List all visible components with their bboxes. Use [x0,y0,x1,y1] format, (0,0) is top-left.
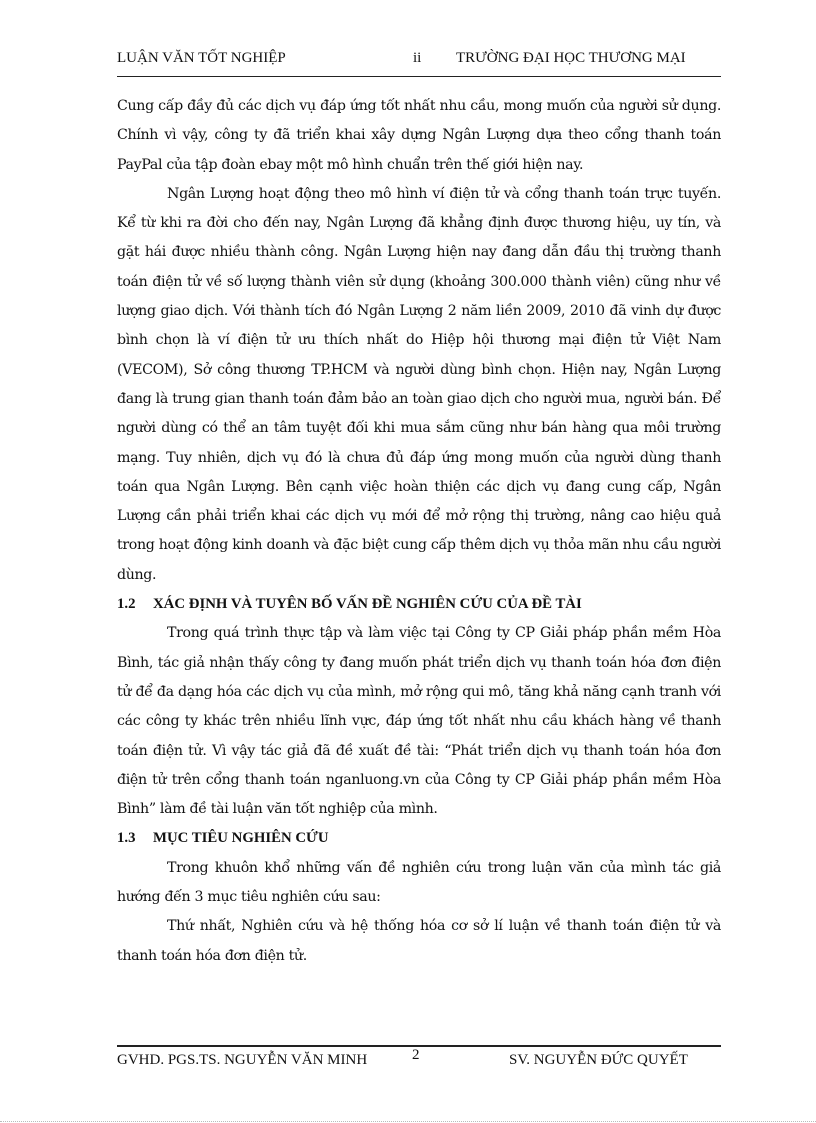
section-title: XÁC ĐỊNH VÀ TUYÊN BỐ VẤN ĐỀ NGHIÊN CỨU CỦA ĐỀ TÀI [153,596,582,613]
footer-supervisor: GVHD. PGS.TS. NGUYỄN VĂN MINH [117,1052,368,1068]
section-heading-1-2 [117,590,721,619]
section-title: MỤC TIÊU NGHIÊN CỨU [153,830,329,847]
footer-page-number: 2 [412,1047,420,1063]
section-heading-1-3 [117,824,721,853]
document-body [117,92,721,971]
paragraph: Ngân Lượng hoạt động theo mô hình ví điện tử và cổng thanh toán trực tuyến. Kể từ khi ra đời cho đến nay, Ngân Lượng đã khẳng định được thương hiệu, uy tín, và gặt hái được nhiều thành công. Ngân Lượng hiện nay đang dẫn đầu thị trường thanh toán điện tử về số lượng thành viên sử dụng (khoảng 300.000 thành viên) cũng như về lượng giao dịch. Với thành tích đó Ngân Lượng 2 năm liền 2009, 2010 đã vinh dự được bình chọn là ví điện tử ưu thích nhất do Hiệp hội thương mại điện tử Việt Nam (VECOM), Sở công thương TP.HCM và người dùng bình chọn. Hiện nay, Ngân Lượng đang là trung gian thanh toán đảm bảo an toàn giao dịch cho người mua, người bán. Để người dùng có thể an tâm tuyệt đối khi mua sắm cũng như bán hàng qua môi trường mạng. Tuy nhiên, dịch vụ đó là chưa đủ đáp ứng mong muốn của người dùng thanh toán qua Ngân Lượng. Bên cạnh việc hoàn thiện các dịch vụ đang cung cấp, Ngân Lượng cần phải triển khai các dịch vụ mới để mở rộng thị trường, nâng cao hiệu quả trong hoạt động kinh doanh và đặc biệt cung cấp thêm dịch vụ thỏa mãn nhu cầu người dùng. [117,185,721,583]
paragraph: Thứ nhất, Nghiên cứu và hệ thống hóa cơ sở lí luận về thanh toán điện tử và thanh toán hóa đơn điện tử. [117,918,721,964]
paragraph: Trong quá trình thực tập và làm việc tại Công ty CP Giải pháp phần mềm Hòa Bình, tác giả nhận thấy công ty đang muốn phát triển dịch vụ thanh toán hóa đơn điện tử để đa dạng hóa các dịch vụ của mình, mở rộng qui mô, tăng khả năng cạnh tranh với các công ty khác trên nhiều lĩnh vực, đáp ứng tốt nhất nhu cầu khách hàng về thanh toán điện tử. Vì vậy tác giả đã đề xuất đề tài: “Phát triển dịch vụ thanh toán hóa đơn điện tử trên cổng thanh toán nganluong.vn của Công ty CP Giải pháp phần mềm Hòa Bình” làm đề tài luận văn tốt nghiệp của mình. [117,625,721,818]
footer-student: SV. NGUYỄN ĐỨC QUYẾT [509,1052,688,1068]
page-footer [117,1045,721,1077]
section-number: 1.3 [117,830,136,847]
page-header [117,48,721,77]
section-number: 1.2 [117,596,136,613]
header-roman-page: ii [413,50,422,66]
header-university: TRƯỜNG ĐẠI HỌC THƯƠNG MẠI [456,50,686,66]
paragraph: Cung cấp đầy đủ các dịch vụ đáp ứng tốt nhất nhu cầu, mong muốn của người sử dụng. Chính vì vậy, công ty đã triển khai xây dựng Ngân Lượng dựa theo cổng thanh toán PayPal của tập đoàn ebay một mô hình chuẩn trên thế giới hiện nay. [117,98,721,173]
header-thesis-label: LUẬN VĂN TỐT NGHIỆP [117,50,286,66]
paragraph: Trong khuôn khổ những vấn đề nghiên cứu trong luận văn của mình tác giả hướng đến 3 mục tiêu nghiên cứu sau: [117,859,721,906]
